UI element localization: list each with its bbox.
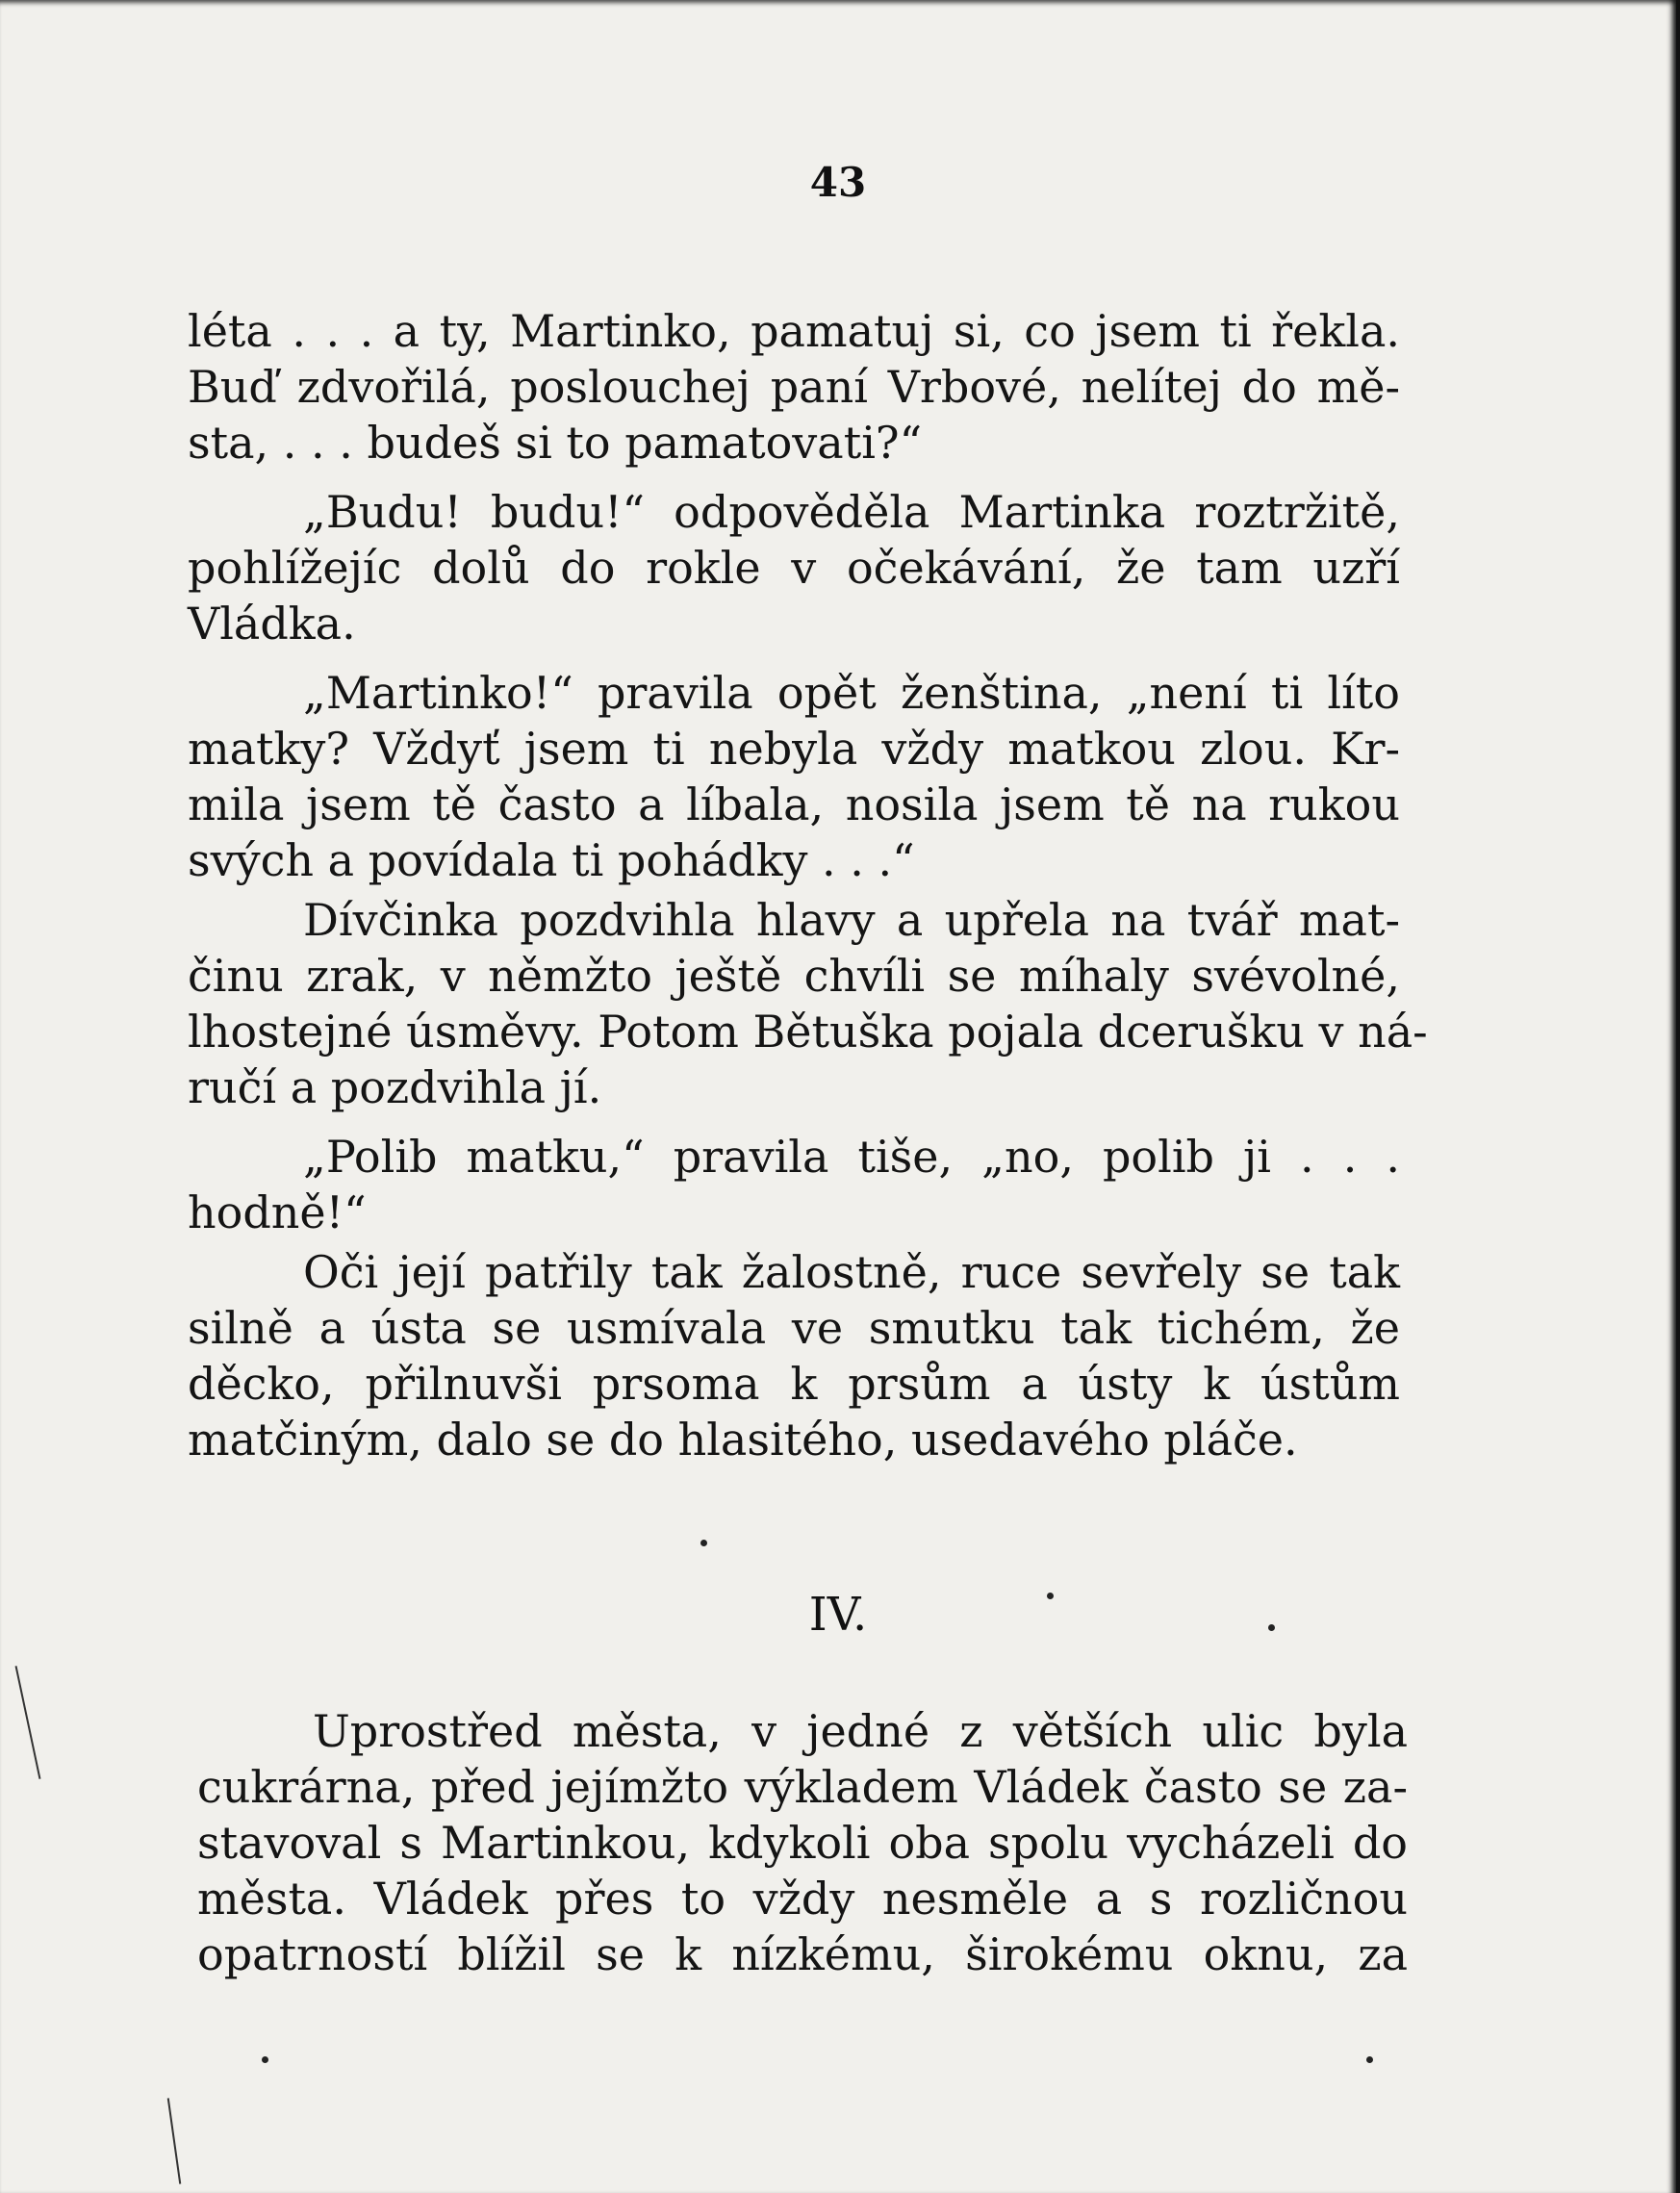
text-line: cukrárna, před jejímžto výkladem Vládek často se za- <box>197 1761 1408 1813</box>
text-line: matčiným, dalo se do hlasitého, usedavého pláče. <box>188 1414 1298 1466</box>
text-line: pohlížejíc dolů do rokle v očekávání, že tam uzří <box>188 542 1400 594</box>
scan-speck <box>1268 1624 1275 1631</box>
text-line: hodně!“ <box>188 1186 367 1238</box>
page-number: 43 <box>809 159 867 206</box>
scan-speck <box>700 1540 707 1546</box>
text-line: sta, . . . budeš si to pamatovati?“ <box>188 417 923 469</box>
text-line: stavoval s Martinkou, kdykoli oba spolu vycházeli do <box>197 1817 1408 1869</box>
scan-scratch <box>167 2098 182 2183</box>
text-line: silně a ústa se usmívala ve smutku tak tichém, že <box>188 1302 1400 1354</box>
text-line: města. Vládek přes to vždy nesměle a s rozličnou <box>197 1873 1408 1925</box>
text-line: opatrností blížil se k nízkému, širokému oknu, za <box>197 1928 1408 1980</box>
text-line: činu zrak, v němžto ještě chvíli se míhaly svévolné, <box>188 950 1400 1002</box>
chapter-heading: IV. <box>808 1588 868 1642</box>
text-line: „Martinko!“ pravila opět ženština, „není ti líto <box>303 667 1400 719</box>
text-block-2 <box>197 1703 1408 1982</box>
text-line: Dívčinka pozdvihla hlavy a upřela na tvář mat- <box>303 894 1400 946</box>
text-line: „Polib matku,“ pravila tiše, „no, polib ji . . . <box>303 1131 1400 1183</box>
text-line: léta . . . a ty, Martinko, pamatuj si, co jsem ti řekla. <box>188 305 1400 357</box>
text-line: Uprostřed města, v jedné z větších ulic byla <box>313 1705 1408 1757</box>
text-line: Vládka. <box>188 598 356 650</box>
text-line: „Budu! budu!“ odpověděla Martinka roztržitě, <box>303 486 1400 538</box>
text-line: Oči její patřily tak žalostně, ruce sevřely se tak <box>303 1246 1400 1298</box>
text-line: ručí a pozdvihla jí. <box>188 1061 602 1113</box>
scan-speck <box>1366 2056 1373 2063</box>
text-line: děcko, přilnuvši prsoma k prsům a ústy k ústům <box>188 1358 1400 1410</box>
text-line: matky? Vždyť jsem ti nebyla vždy matkou zlou. Kr- <box>188 723 1400 775</box>
scan-speck <box>262 2056 268 2063</box>
scan-scratch <box>15 1666 41 1779</box>
scan-speck <box>1047 1593 1054 1599</box>
text-line: svých a povídala ti pohádky . . .“ <box>188 834 915 886</box>
text-line: Buď zdvořilá, poslouchej paní Vrbové, nelítej do mě- <box>188 361 1400 413</box>
text-block-1 <box>188 303 1428 1467</box>
text-line: lhostejné úsměvy. Potom Bětuška pojala dcerušku v ná- <box>188 1006 1428 1058</box>
text-line: mila jsem tě často a líbala, nosila jsem tě na rukou <box>188 778 1400 830</box>
